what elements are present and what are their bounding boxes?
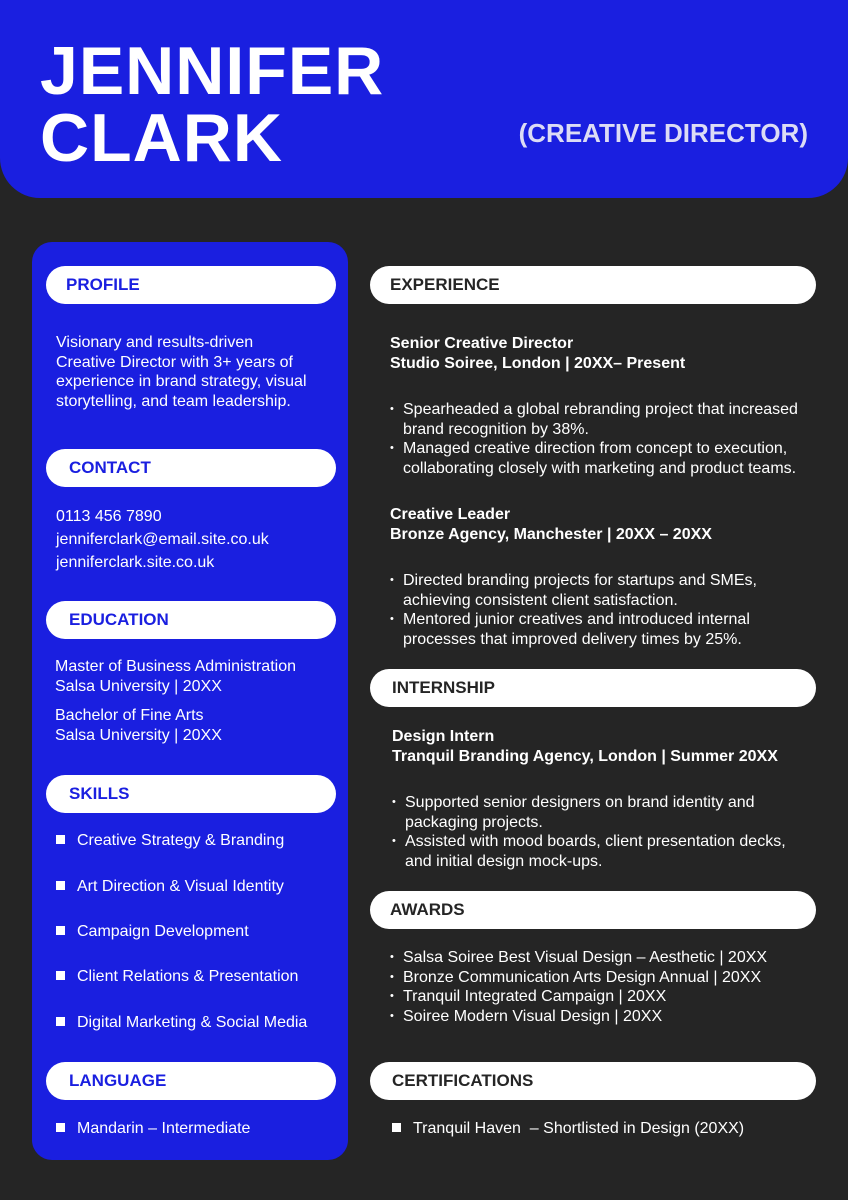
education-item xyxy=(55,706,222,745)
contact-details xyxy=(56,505,269,574)
internship-title: Design Intern xyxy=(392,728,495,745)
profile-line: Visionary and results-driven xyxy=(56,334,254,351)
list-item: • Soiree Modern Visual Design | 20XX xyxy=(390,1007,767,1027)
list-item: • Directed branding projects for startups and SMEs, achieving consistent client satisfaction. xyxy=(390,571,757,610)
job-bullets xyxy=(390,571,757,649)
square-bullet-icon xyxy=(56,881,65,890)
profile-line: storytelling, and team leadership. xyxy=(56,392,291,410)
job-company: Studio Soiree, London | 20XX– Present xyxy=(390,354,686,372)
school-name: Salsa University | 20XX xyxy=(55,726,222,744)
school-name: Salsa University | 20XX xyxy=(55,677,222,695)
skill-item xyxy=(56,831,284,851)
profile-line: experience in brand strategy, visual xyxy=(56,373,307,390)
profile-summary xyxy=(56,333,307,411)
square-bullet-icon xyxy=(56,1123,65,1132)
list-item: • Spearheaded a global rebranding project that increased brand recognition by 38%. xyxy=(390,400,798,439)
degree-name: Bachelor of Fine Arts xyxy=(55,707,204,724)
skill-label: Campaign Development xyxy=(77,923,249,940)
skills-heading: SKILLS xyxy=(46,775,336,813)
first-name: JENNIFER xyxy=(40,33,385,109)
certifications-heading: CERTIFICATIONS xyxy=(370,1062,816,1100)
skill-label: Creative Strategy & Branding xyxy=(77,832,285,849)
profile-heading: PROFILE xyxy=(46,266,336,304)
internship-bullets xyxy=(392,793,786,871)
experience-heading: EXPERIENCE xyxy=(370,266,816,304)
language-label: Mandarin – Intermediate xyxy=(77,1120,251,1137)
awards-list xyxy=(390,948,767,1026)
square-bullet-icon xyxy=(56,971,65,980)
degree-name: Master of Business Administration xyxy=(55,658,296,675)
square-bullet-icon xyxy=(56,926,65,935)
list-item: • Supported senior designers on brand identity and packaging projects. xyxy=(392,793,786,832)
list-item: • Managed creative direction from concept to execution, collaborating closely with marketing and product teams. xyxy=(390,439,798,478)
contact-heading: CONTACT xyxy=(46,449,336,487)
skill-label: Digital Marketing & Social Media xyxy=(77,1014,308,1031)
phone-number[interactable]: 0113 456 7890 xyxy=(56,508,162,525)
job-entry-header xyxy=(390,505,712,544)
email-address[interactable]: jenniferclark@email.site.co.uk xyxy=(56,531,269,548)
job-entry-header xyxy=(390,334,685,373)
internship-entry-header xyxy=(392,727,778,766)
internship-company: Tranquil Branding Agency, London | Summer 20XX xyxy=(392,747,778,765)
list-item: • Bronze Communication Arts Design Annual | 20XX xyxy=(390,968,767,988)
education-heading: EDUCATION xyxy=(46,601,336,639)
list-item: • Tranquil Integrated Campaign | 20XX xyxy=(390,987,767,1007)
square-bullet-icon xyxy=(56,835,65,844)
job-title: Senior Creative Director xyxy=(390,335,574,352)
certification-item xyxy=(392,1119,744,1139)
list-item: • Salsa Soiree Best Visual Design – Aesthetic | 20XX xyxy=(390,948,767,968)
profile-line: Creative Director with 3+ years of xyxy=(56,353,293,371)
language-item xyxy=(56,1119,250,1139)
skill-item xyxy=(56,877,284,897)
awards-heading: AWARDS xyxy=(370,891,816,929)
skill-item xyxy=(56,922,249,942)
skill-label: Art Direction & Visual Identity xyxy=(77,878,284,895)
list-item: • Mentored junior creatives and introduced internal processes that improved delivery times by 25%. xyxy=(390,610,757,649)
last-name: CLARK xyxy=(40,100,283,176)
language-heading: LANGUAGE xyxy=(46,1062,336,1100)
job-company: Bronze Agency, Manchester | 20XX – 20XX xyxy=(390,525,712,543)
square-bullet-icon xyxy=(56,1017,65,1026)
certification-label: Tranquil Haven – Shortlisted in Design (20XX) xyxy=(413,1120,745,1137)
header-banner xyxy=(0,0,848,198)
skill-label: Client Relations & Presentation xyxy=(77,968,299,985)
job-title: Creative Leader xyxy=(390,506,511,523)
website-link[interactable]: jenniferclark.site.co.uk xyxy=(56,554,215,571)
full-name xyxy=(40,33,385,176)
list-item: • Assisted with mood boards, client presentation decks, and initial design mock-ups. xyxy=(392,832,786,871)
job-role: (CREATIVE DIRECTOR) xyxy=(518,118,808,148)
education-item xyxy=(55,657,296,696)
skill-item xyxy=(56,1013,307,1033)
skill-item xyxy=(56,967,298,987)
internship-heading: INTERNSHIP xyxy=(370,669,816,707)
job-bullets xyxy=(390,400,798,478)
square-bullet-icon xyxy=(392,1123,401,1132)
